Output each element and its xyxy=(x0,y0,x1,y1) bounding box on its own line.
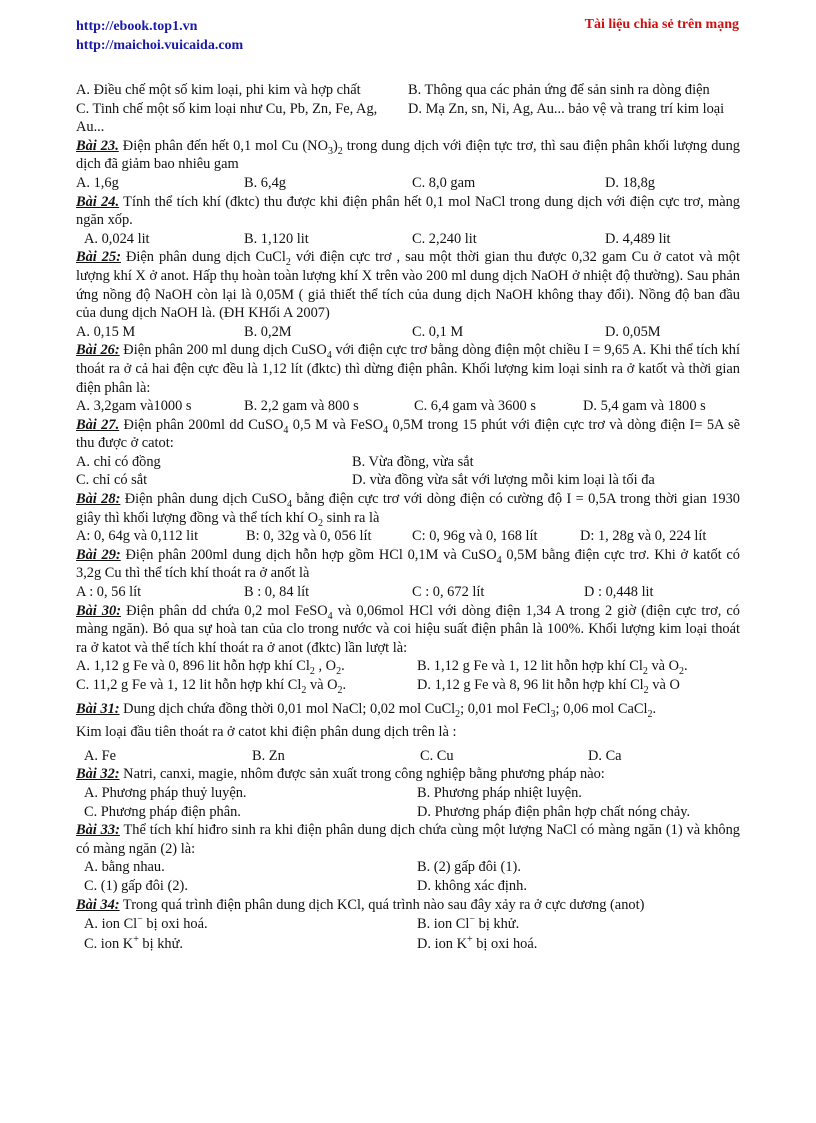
option-row xyxy=(76,100,740,137)
answer-row xyxy=(76,676,740,695)
option-b: B. (2) gấp đôi (1). xyxy=(417,859,521,876)
option-d: D. 18,8g xyxy=(605,174,655,191)
option-d: D. Mạ Zn, sn, Ni, Ag, Au... bảo vệ và trang trí kim loại xyxy=(408,100,725,117)
answer-row xyxy=(76,323,740,342)
option-c: C. 2,240 lit xyxy=(412,230,477,247)
question-31-line2: Kim loại đầu tiên thoát ra ở catot khi điện phân dung dịch trên là : xyxy=(76,724,457,741)
question-label: Bài 28: xyxy=(76,491,121,508)
option-c: C. 8,0 gam xyxy=(412,174,476,191)
option-a: A. Điều chế một số kim loại, phi kim và hợp chất xyxy=(76,82,361,98)
option-d: D. 1,12 g Fe và 8, 96 lit hỗn hợp khí $Cl_2$ và O xyxy=(417,677,680,696)
answer-row xyxy=(76,935,740,954)
option-b: B. Thông qua các phản ứng để sản sinh ra dòng điện xyxy=(408,82,710,98)
question-26: Bài 26: Điện phân 200 ml dung dịch CuSO$_4$ với điện cực trơ bằng dòng điện một chiều I = 9,65 A. Khi thể tích khí thoát ra ở cả hai đện cực đều là 1,12 lít (đktc) thì dừng điện phân. Khối lượng kim loại sinh ra ở katốt và thời gian điện phân là: xyxy=(76,342,741,396)
option-b: B : 0, 84 lít xyxy=(244,584,310,601)
question-label: Bài 31: xyxy=(76,700,120,717)
question-label: Bài 25: xyxy=(76,249,121,266)
option-a: A. 0,024 lit xyxy=(84,230,150,247)
question-28: Bài 28: Điện phân dung dịch CuSO$_4$ bằng điện cực trơ với dòng điện có cường độ I = 0,5A trong thời gian 1930 giây thì khối lượng đồng và thể tích khí $O_2$ sinh ra là xyxy=(76,491,740,529)
option-a: A. 3,2gam và1000 s xyxy=(76,398,192,415)
option-b: B. Phương pháp nhiệt luyện. xyxy=(417,784,582,801)
option-a: A. 1,6g xyxy=(76,174,119,191)
option-row xyxy=(76,81,740,100)
option-c: C. 0,1 M xyxy=(412,323,464,340)
question-label: Bài 24. xyxy=(76,193,120,210)
question-29: Bài 29: Điện phân 200ml dung dịch hỗn hợp gồm HCl 0,1M và CuSO$_4$ 0,5M bằng điện cực trơ. Khi ở katốt có 3,2g Cu thì thể tích khí thoát ra ở anốt là xyxy=(76,546,740,582)
question-23: Bài 23. Điện phân đến hết 0,1 mol Cu $(NO_3)_2$ trong dung dịch với điện tực trơ, thì sau điện phân khối lượng dung dịch đã giảm bao nhiêu gam xyxy=(76,137,740,173)
option-b: B. 6,4g xyxy=(244,174,286,191)
option-a: A. Fe xyxy=(84,747,116,764)
option-c: C. ion K+ bị khử. xyxy=(84,933,184,952)
option-c: C. 6,4 gam và 3600 s xyxy=(414,398,536,415)
question-24: Bài 24. Tính thể tích khí (đktc) thu được khi điện phân hết 0,1 mol NaCl trong dung dịch với điện cực trơ, màng ngăn xốp. xyxy=(76,193,740,229)
header-title: Tài liệu chia sẻ trên mạng xyxy=(584,17,739,32)
option-a: A. chỉ có đồng xyxy=(76,453,161,470)
option-a: A. ion Cl− bị oxi hoá. xyxy=(84,914,208,933)
answer-row xyxy=(76,858,740,877)
question-label: Bài 30: xyxy=(76,602,122,619)
question-34: Bài 34: Trong quá trình điện phân dung dịch KCl, quá trình nào sau đây xảy ra ở cực dương (anot) xyxy=(76,896,645,913)
option-d: D. Phương pháp điện phân hợp chất nóng chảy. xyxy=(417,803,691,820)
question-label: Bài 23. xyxy=(76,137,119,154)
answer-row xyxy=(76,784,740,803)
option-a: A. bằng nhau. xyxy=(84,859,165,876)
option-a: A. Phương pháp thuỷ luyện. xyxy=(84,784,247,801)
option-d: D. Ca xyxy=(588,747,622,764)
option-b: B. 0,2M xyxy=(244,323,292,340)
option-c: C. Phương pháp điện phân. xyxy=(84,803,241,820)
answer-row xyxy=(76,397,740,416)
header-link-ebook[interactable]: http://ebook.top1.vn xyxy=(76,19,198,34)
option-c: C. (1) gấp đôi (2). xyxy=(84,877,188,894)
answer-row xyxy=(76,230,740,249)
question-25: Bài 25: Điện phân dung dịch CuCl$_2$ với điện cực trơ , sau một thời gian thu được 0,32 gam Cu ở catot và một lượng khí X ở anot. Hấp thụ hoàn toàn lượng khí X trên vào 200 ml dung dịch NaOH ở nhiệt độ thường). Sau phản ứng nồng độ NaOH còn lại là 0,05M ( giả thiết thể tích của dung dịch NaOH không thay đổi). Nồng độ ban đầu của dung dịch NaOH là. (ĐH KHối A 2007) xyxy=(76,249,740,322)
option-d: D. vừa đồng vừa sắt với lượng mỗi kim loại là tối đa xyxy=(352,472,655,489)
question-30: Bài 30: Điện phân dd chứa 0,2 mol FeSO$_4$ và 0,06mol HCl với dòng điện 1,34 A trong 2 giờ (điện cực trơ, có màng ngăn). Bỏ qua sự hoà tan của clo trong nước và coi hiệu suất điện phân là 100%. Khối lượng kim loại thoát ra ở katot và thể tích khí thoát ra ở anot (đktc) lần lượt là: xyxy=(76,602,740,656)
option-b: B. 1,12 g Fe và 1, 12 lit hỗn hợp khí $Cl_2$ và $O_2$. xyxy=(417,658,688,678)
answer-row xyxy=(76,174,740,193)
option-a: A. 1,12 g Fe và 0, 896 lit hỗn hợp khí $Cl_2$ , $O_2$. xyxy=(76,658,345,678)
answer-row xyxy=(76,803,740,822)
option-d: D. không xác định. xyxy=(417,877,527,894)
option-d: D : 0,448 lit xyxy=(584,584,654,601)
option-c: C. Cu xyxy=(420,747,454,764)
option-b: B. 2,2 gam và 800 s xyxy=(244,398,359,415)
option-b: B: 0, 32g và 0, 056 lít xyxy=(246,528,372,545)
question-label: Bài 32: xyxy=(76,766,120,783)
option-a: A. 0,15 M xyxy=(76,323,136,340)
header-links xyxy=(76,17,243,55)
option-c: C: 0, 96g và 0, 168 lít xyxy=(412,528,538,545)
option-b: B. Vừa đồng, vừa sắt xyxy=(352,453,474,470)
answer-row xyxy=(76,583,740,602)
answer-row xyxy=(76,747,740,766)
header-link-maichoi[interactable]: http://maichoi.vuicaida.com xyxy=(76,38,244,53)
question-32: Bài 32: Natri, canxi, magie, nhôm được sản xuất trong công nghiệp bằng phương pháp nào: xyxy=(76,766,605,783)
option-c: C. 11,2 g Fe và 1, 12 lit hỗn hợp khí $Cl_2$ và $O_2$. xyxy=(76,677,347,696)
option-d: D. 0,05M xyxy=(605,323,661,340)
answer-row xyxy=(76,657,740,676)
question-31: Bài 31: Dung dịch chứa đồng thời 0,01 mol NaCl; 0,02 mol CuCl$_2$; 0,01 mol FeCl$_3$; 0,06 mol CaCl$_2$. xyxy=(76,700,657,720)
option-d: D. 4,489 lit xyxy=(605,230,671,247)
option-a: A : 0, 56 lít xyxy=(76,584,142,601)
question-label: Bài 29: xyxy=(76,546,121,563)
question-33: Bài 33: Thể tích khí hiđro sinh ra khi điện phân dung dịch chứa cùng một lượng NaCl có màng ngăn (1) và không có màng ngăn (2) là: xyxy=(76,822,741,857)
option-b: B. 1,120 lit xyxy=(244,230,309,247)
question-label: Bài 34: xyxy=(76,896,120,913)
option-c: C. Tinh chế một số kim loại như Cu, Pb, Zn, Fe, Ag, Au... xyxy=(76,100,378,136)
option-c: C. chỉ có sắt xyxy=(76,472,148,489)
option-d: D. 5,4 gam và 1800 s xyxy=(583,398,706,415)
question-27: Bài 27. Điện phân 200ml dd CuSO$_4$ 0,5 M và FeSO$_4$ 0,5M trong 15 phút với điện cực trơ và dòng điện I= 5A sẽ thu được ở catot: xyxy=(76,416,741,452)
option-a: A: 0, 64g và 0,112 lit xyxy=(76,528,199,545)
option-d: D. ion K+ bị oxi hoá. xyxy=(417,933,538,952)
question-label: Bài 33: xyxy=(76,822,120,839)
option-c: C : 0, 672 lít xyxy=(412,584,485,601)
question-label: Bài 26: xyxy=(76,342,120,359)
question-label: Bài 27. xyxy=(76,416,120,433)
answer-row xyxy=(76,453,740,472)
answer-row xyxy=(76,527,740,546)
option-b: B. ion Cl− bị khử. xyxy=(417,914,520,933)
answer-row xyxy=(76,915,740,934)
document-body xyxy=(76,81,740,953)
answer-row xyxy=(76,877,740,896)
option-b: B. Zn xyxy=(252,747,285,764)
answer-row xyxy=(76,471,740,490)
option-d: D: 1, 28g và 0, 224 lít xyxy=(580,528,707,545)
